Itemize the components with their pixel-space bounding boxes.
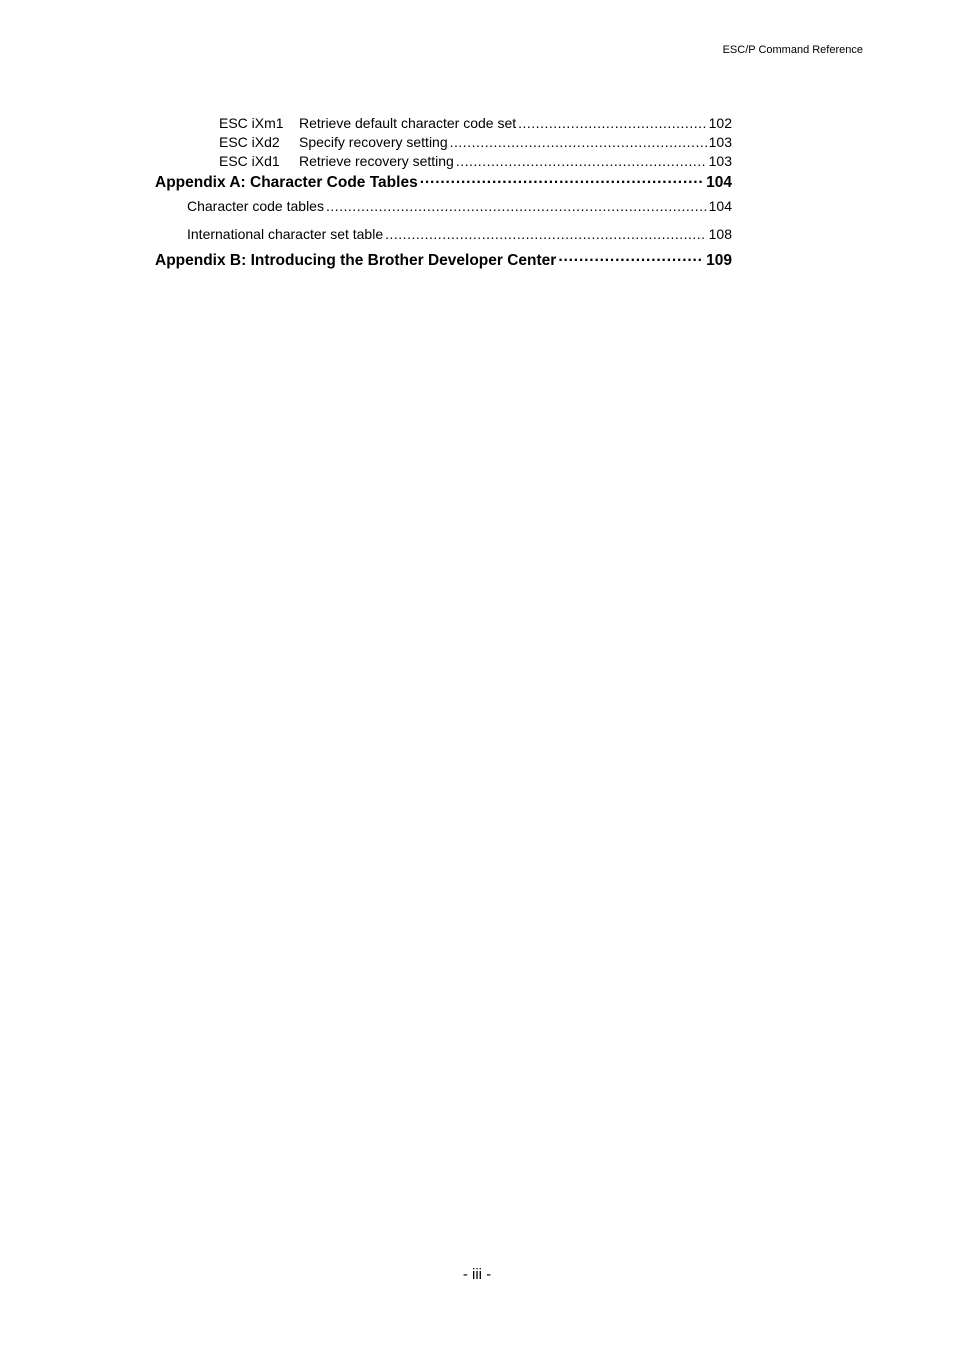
toc-command-code: ESC iXm1 — [219, 115, 284, 131]
toc-entry-esc-ixd2[interactable] — [219, 134, 732, 150]
dot-leader — [558, 252, 704, 270]
toc-command-code: ESC iXd2 — [219, 134, 280, 150]
dot-leader — [420, 174, 704, 192]
dot-leader — [518, 115, 707, 131]
toc-entry-international-character-set-table[interactable] — [187, 226, 732, 242]
toc-page-number: 103 — [708, 134, 732, 150]
table-of-contents — [0, 0, 954, 300]
toc-entry-character-code-tables[interactable] — [187, 198, 732, 214]
toc-entry-appendix-a[interactable] — [155, 174, 732, 192]
toc-entry-label: Appendix B: Introducing the Brother Developer Center — [155, 252, 557, 269]
toc-page-number: 103 — [708, 153, 732, 169]
toc-entry-label: Retrieve default character code set — [299, 115, 517, 131]
toc-page-number: 108 — [708, 226, 732, 242]
page-number-footer: - iii - — [462, 1266, 492, 1283]
dot-leader — [450, 134, 707, 150]
toc-entry-label: Appendix A: Character Code Tables — [155, 174, 418, 191]
dot-leader — [385, 226, 707, 242]
toc-command-code: ESC iXd1 — [219, 153, 280, 169]
toc-page-number: 104 — [706, 174, 732, 191]
toc-entry-label: Specify recovery setting — [299, 134, 448, 150]
toc-entry-esc-ixm1[interactable] — [219, 115, 732, 131]
toc-entry-appendix-b[interactable] — [155, 252, 732, 270]
toc-page-number: 104 — [708, 198, 732, 214]
running-header: ESC/P Command Reference — [722, 44, 863, 56]
toc-entry-esc-ixd1[interactable] — [219, 153, 732, 169]
toc-page-number: 102 — [708, 115, 732, 131]
toc-entry-label: Retrieve recovery setting — [299, 153, 454, 169]
dot-leader — [456, 153, 707, 169]
toc-entry-label: International character set table — [187, 226, 384, 242]
dot-leader — [326, 198, 707, 214]
toc-page-number: 109 — [706, 252, 732, 269]
toc-entry-label: Character code tables — [187, 198, 324, 214]
